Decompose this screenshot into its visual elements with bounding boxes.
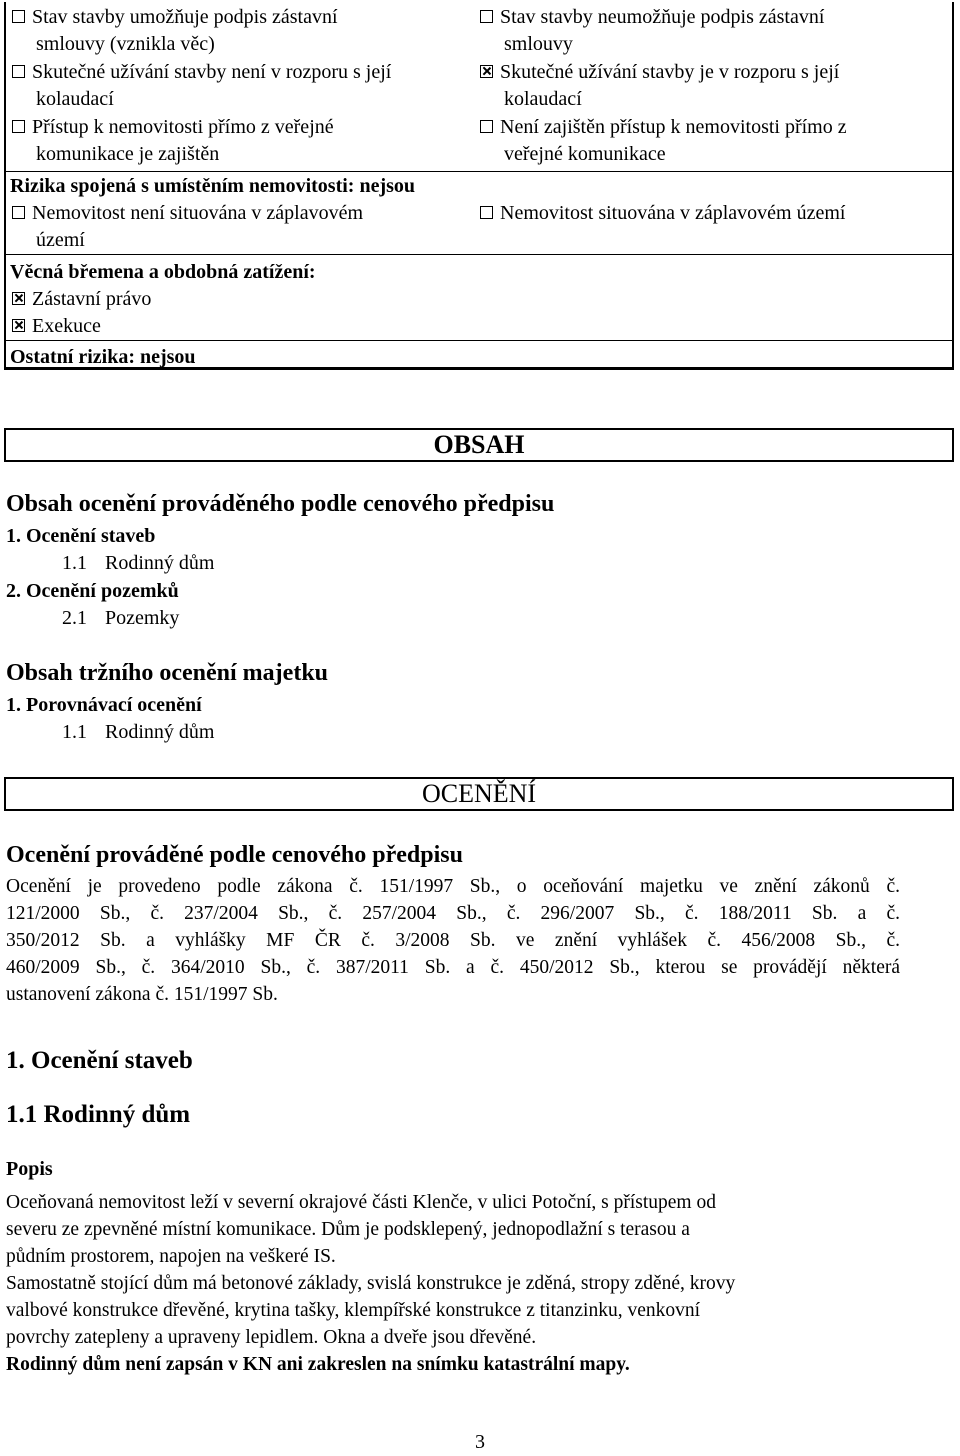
toc-item-2-1-label: Pozemky	[105, 607, 180, 629]
description-line: valbové konstrukce dřevěné, krytina tašky, klempířské konstrukce z titanzinku, venkovní	[6, 1300, 701, 1321]
divider-after-flood	[4, 254, 954, 255]
toc-item-1-1-label: Rodinný dům	[105, 552, 215, 574]
checkbox-row1-left	[12, 4, 338, 31]
market-contents-heading: Obsah tržního ocenění majetku	[6, 660, 329, 686]
toc-item-2	[6, 578, 179, 605]
toc-market-item-1-num: 1.	[6, 694, 21, 716]
row1-left-line1: Stav stavby umožňuje podpis zástavní	[32, 6, 338, 28]
row1-right-line2: smlouvy	[504, 33, 573, 55]
checkbox-row3-right	[480, 114, 847, 141]
row1-left-line2: smlouvy (vznikla věc)	[36, 33, 215, 55]
law-line: Ocenění je provedeno podle zákona č. 151/1997 Sb., o oceňování majetku ve znění zákonů č.	[6, 876, 900, 897]
checked-box-icon	[480, 65, 493, 78]
description-line: Oceňovaná nemovitost leží v severní okrajové části Klenče, v ulici Potoční, s přístupem od	[6, 1192, 716, 1213]
toc-item-1-label: Ocenění staveb	[26, 525, 156, 547]
checkbox-row2-right	[480, 59, 839, 86]
toc-market-item-1-1-num: 1.1	[62, 721, 87, 743]
toc-item-2-1-num: 2.1	[62, 607, 87, 629]
description-line: povrchy zatepleny a upraveny lepidlem. Okna a dveře jsou dřevěné.	[6, 1327, 537, 1348]
checkbox-row3-left	[12, 114, 334, 141]
burdens-title: Věcná břemena a obdobná zatížení:	[10, 261, 316, 283]
row2-left-line1: Skutečné užívání stavby není v rozporu s její	[32, 61, 392, 83]
checked-box-icon	[12, 292, 25, 305]
checkbox-flood-no	[12, 200, 363, 227]
toc-item-1	[6, 523, 155, 550]
pledge-label: Zástavní právo	[32, 288, 152, 310]
checkbox-row1-right	[480, 4, 824, 31]
row3-left-line1: Přístup k nemovitosti přímo z veřejné	[32, 116, 334, 138]
toc-item-2-label: Ocenění pozemků	[26, 580, 179, 602]
flood-no-line2: území	[36, 229, 85, 251]
flood-yes-line1: Nemovitost situována v záplavovém území	[500, 202, 846, 224]
toc-market-item-1-label: Porovnávací ocenění	[26, 694, 202, 716]
law-line: 460/2009 Sb., č. 364/2010 Sb., č. 387/2011 Sb. a č. 450/2012 Sb., kterou se provádějí některá	[6, 957, 900, 978]
row1-right-line1: Stav stavby neumožňuje podpis zástavní	[500, 6, 825, 28]
law-line: ustanovení zákona č. 151/1997 Sb.	[6, 984, 278, 1005]
checkbox-execution	[12, 313, 101, 340]
toc-item-2-1	[62, 605, 179, 632]
checkbox-row2-left	[12, 59, 391, 86]
row2-right-line2: kolaudací	[504, 88, 582, 110]
checked-box-icon	[12, 319, 25, 332]
valuation-band	[4, 777, 954, 811]
execution-label: Exekuce	[32, 315, 101, 337]
toc-item-1-num: 1.	[6, 525, 21, 547]
unchecked-box-icon	[12, 65, 25, 78]
description-line: půdním prostorem, napojen na veškeré IS.	[6, 1246, 336, 1267]
section-1-1-heading: 1.1 Rodinný dům	[6, 1101, 191, 1128]
row3-left-line2: komunikace je zajištěn	[36, 143, 220, 165]
unchecked-box-icon	[12, 206, 25, 219]
law-line: 350/2012 Sb. a vyhlášky MF ČR č. 3/2008 Sb. ve znění vyhlášek č. 456/2008 Sb., č.	[6, 930, 900, 951]
toc-market-item-1	[6, 692, 202, 719]
price-contents-heading: Obsah ocenění prováděného podle cenového předpisu	[6, 491, 555, 517]
unchecked-box-icon	[480, 120, 493, 133]
valuation-band-title: OCENĚNÍ	[421, 779, 537, 808]
cadastre-note: Rodinný dům není zapsán v KN ani zakreslen na snímku katastrální mapy.	[6, 1354, 630, 1375]
description-paragraph	[6, 1189, 900, 1378]
page-number: 3	[475, 1431, 485, 1453]
unchecked-box-icon	[12, 10, 25, 23]
other-risks: Ostatní rizika: nejsou	[10, 346, 196, 368]
location-risks-title: Rizika spojená s umístěním nemovitosti: nejsou	[10, 175, 416, 197]
row2-right-line1: Skutečné užívání stavby je v rozporu s její	[500, 61, 840, 83]
contents-band-title: OBSAH	[433, 430, 525, 459]
unchecked-box-icon	[12, 120, 25, 133]
row3-right-line2: veřejné komunikace	[504, 143, 666, 165]
toc-market-item-1-1	[62, 719, 214, 746]
flood-no-line1: Nemovitost není situována v záplavovém	[32, 202, 364, 224]
toc-item-1-1	[62, 550, 214, 577]
contents-band	[4, 428, 954, 462]
toc-market-item-1-1-label: Rodinný dům	[105, 721, 215, 743]
checkbox-flood-yes	[480, 200, 845, 227]
divider-after-burdens	[4, 340, 954, 341]
section-1-heading: 1. Ocenění staveb	[6, 1047, 193, 1074]
law-paragraph	[6, 873, 900, 1008]
valuation-heading: Ocenění prováděné podle cenového předpisu	[6, 842, 463, 868]
toc-item-1-1-num: 1.1	[62, 552, 87, 574]
row3-right-line1: Není zajištěn přístup k nemovitosti přímo z	[500, 116, 847, 138]
checkbox-pledge	[12, 286, 151, 313]
toc-item-2-num: 2.	[6, 580, 21, 602]
description-line: Samostatně stojící dům má betonové základy, svislá konstrukce je zděná, stropy zděné, krovy	[6, 1273, 736, 1294]
unchecked-box-icon	[480, 206, 493, 219]
unchecked-box-icon	[480, 10, 493, 23]
divider-after-checklist	[4, 171, 954, 172]
popis-label: Popis	[6, 1158, 53, 1180]
law-line: 121/2000 Sb., č. 237/2004 Sb., č. 257/2004 Sb., č. 296/2007 Sb., č. 188/2011 Sb. a č.	[6, 903, 900, 924]
row2-left-line2: kolaudací	[36, 88, 114, 110]
description-line: severu ze zpevněné místní komunikace. Dům je podsklepený, jednopodlažní s terasou a	[6, 1219, 690, 1240]
